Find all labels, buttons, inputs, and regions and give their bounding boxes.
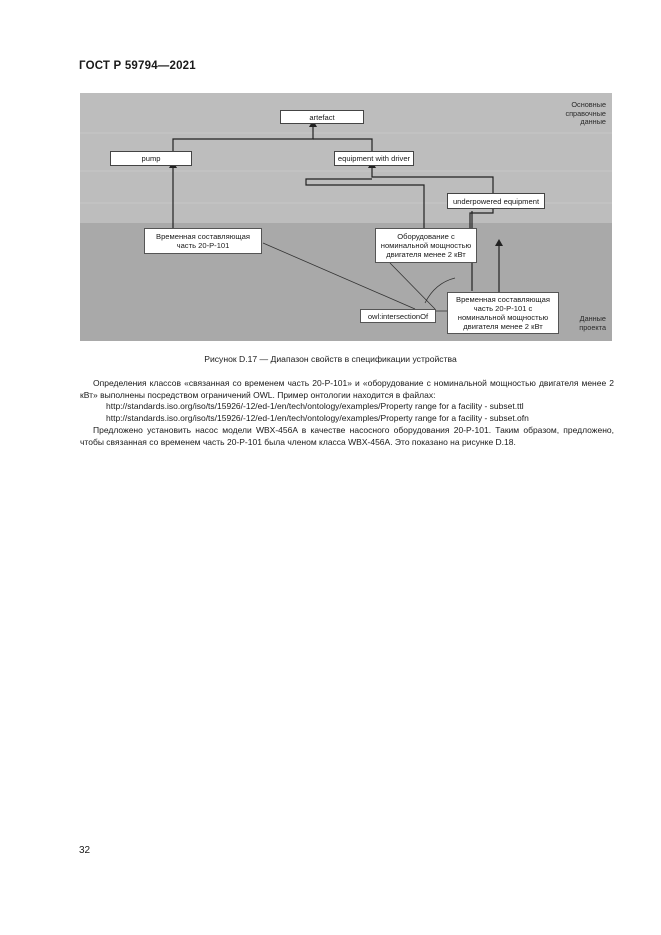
ontology-url-ttl: http://standards.iso.org/iso/ts/15926/-12/ed-1/en/tech/ontology/examples/Property range for a facility - subset.ttl <box>106 401 524 412</box>
node-temporal-part: Временная составляющая часть 20-P-101 <box>144 228 262 254</box>
region-label-reference-text: Основные справочные данные <box>565 100 606 126</box>
body-text <box>80 378 614 448</box>
region-label-project <box>579 315 606 332</box>
ontology-url-ofn: http://standards.iso.org/iso/ts/15926/-12/ed-1/en/tech/ontology/examples/Property range for a facility - subset.ofn <box>106 413 529 424</box>
node-rated-equipment: Оборудование с номинальной мощностью двигателя менее 2 кВт <box>375 228 477 263</box>
figure-caption: Рисунок D.17 — Диапазон свойств в спецификации устройства <box>204 354 457 364</box>
node-equipment-with-driver: equipment with driver <box>334 151 414 166</box>
figure-diagram <box>80 93 612 341</box>
node-pump: pump <box>110 151 192 166</box>
document-header: ГОСТ Р 59794—2021 <box>79 60 196 72</box>
paragraph-pump-proposal: Предложено установить насос модели WBX-456A в качестве насосного оборудования 20-P-101. Таким образом, предложено, чтобы связанная со временем часть 20-P-101 была членом класса WBX-456A. Это показано на рисунке D.18. <box>80 424 614 447</box>
paragraph-class-definitions: Определения классов «связанная со временем часть 20-P-101» и «оборудование с номинальной мощностью двигателя менее 2 кВт» выполнены посредством ограничений OWL. Пример онтологии находится в файлах: <box>80 378 614 400</box>
page-number: 32 <box>79 845 91 856</box>
node-intersection-of: owl:intersectionOf <box>360 309 436 323</box>
node-artefact: artefact <box>280 110 364 124</box>
node-temporal-part-with-rating: Временная составляющая часть 20-P-101 с номинальной мощностью двигателя менее 2 кВт <box>447 292 559 334</box>
region-label-project-text: Данные проекта <box>579 314 606 332</box>
node-underpowered-equipment: underpowered equipment <box>447 193 545 209</box>
region-label-reference <box>565 101 606 127</box>
